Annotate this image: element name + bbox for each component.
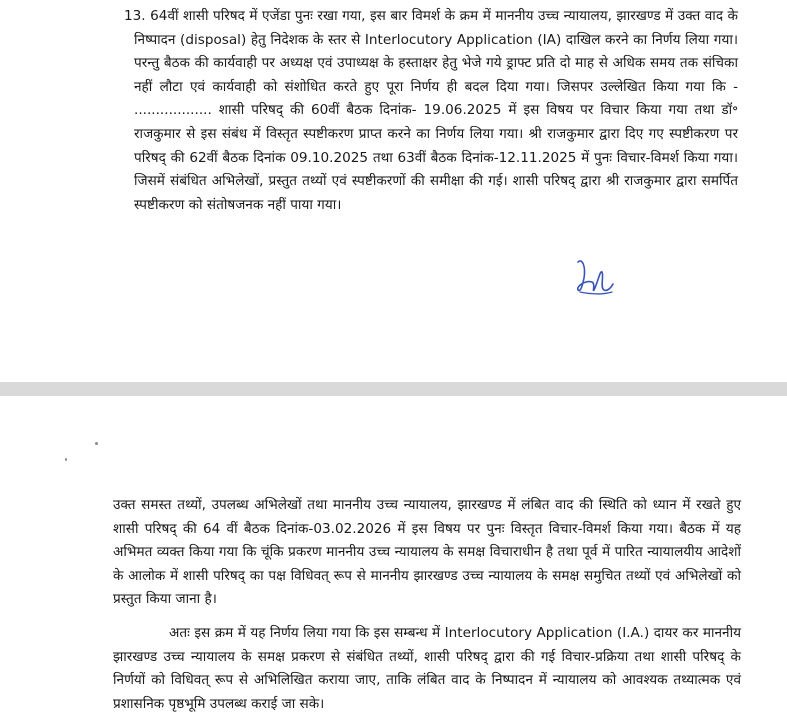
- scan-speck: [95, 442, 98, 445]
- page-2-paragraph-1: उक्त समस्त तथ्यों, उपलब्ध अभिलेखों तथा माननीय उच्च न्यायालय, झारखण्ड में लंबित वाद की स्थिति को ध्यान में रखते हुए शासी परिषद् की 64 वीं बैठक दिनांक-03.02.2026 में इस विषय पर पुनः विस्तृत विचार-विमर्श किया गया। बैठक में यह अभिमत व्यक्त किया गया कि चूंकि प्रकरण माननीय उच्च न्यायालय के समक्ष विचाराधीन है तथा पूर्व में पारित न्यायालयीय आदेशों के आलोक में शासी परिषद् का पक्ष विधिवत् रूप से माननीय झारखण्ड उच्च न्यायालय के समक्ष समुचित तथ्यों एवं अभिलेखों को प्रस्तुत किया जाना है।: [113, 497, 741, 608]
- item-13-paragraph: [124, 5, 738, 217]
- scan-speck: [65, 458, 67, 461]
- page-separator: [0, 382, 787, 396]
- page-2-paragraph-2: अतः इस क्रम में यह निर्णय लिया गया कि इस सम्बन्ध में Interlocutory Application (I.A.) दायर कर माननीय झारखण्ड उच्च न्यायालय के समक्ष प्रकरण से संबंधित तथ्यों, शासी परिषद् द्वारा की गई विचार-प्रक्रिया तथा शासी परिषद् के निर्णयों को विधिवत् रूप से अभिलिखित कराया जाए, ताकि लंबित वाद के निष्पादन में न्यायालय को आवश्यक तथ्यात्मक एवं प्रशासनिक पृष्ठभूमि उपलब्ध कराई जा सके।: [113, 625, 741, 712]
- signature-icon: [572, 256, 616, 300]
- item-13-text: 64वीं शासी परिषद में एजेंडा पुनः रखा गया, इस बार विमर्श के क्रम में माननीय उच्च न्यायालय, झारखण्ड में उक्त वाद के निष्पादन (disposal) हेतु निदेशक के स्तर से Interlocutory Application (IA) दाखिल करने का निर्णय लिया गया। परन्तु बैठक की कार्यवाही पर अध्यक्ष एवं उपाध्यक्ष के हस्ताक्षर हेतु भेजे गये ड्राफ्ट प्रति दो माह से अधिक समय तक संचिका नहीं लौटा एवं कार्यवाही को संशोधित करते हुए पूरा निर्णय ही बदल दिया गया। जिसपर उल्लेखित किया गया कि - .................. शासी परिषद् की 60वीं बैठक दिनांक- 19.06.2025 में इस विषय पर विचार किया गया तथा डॉ॰ राजकुमार से इस संबंध में विस्तृत स्पष्टीकरण प्राप्त करने का निर्णय लिया गया। श्री राजकुमार द्वारा दिए गए स्पष्टीकरण पर परिषद् की 62वीं बैठक दिनांक 09.10.2025 तथा 63वीं बैठक दिनांक-12.11.2025 में पुनः विचार-विमर्श किया गया। जिसमें संबंधित अभिलेखों, प्रस्तुत तथ्यों एवं स्पष्टीकरणों की समीक्षा की गई। शासी परिषद् द्वारा श्री राजकुमार द्वारा समर्पित स्पष्टीकरण को संतोषजनक नहीं पाया गया।: [134, 8, 738, 213]
- item-number: 13.: [124, 8, 146, 24]
